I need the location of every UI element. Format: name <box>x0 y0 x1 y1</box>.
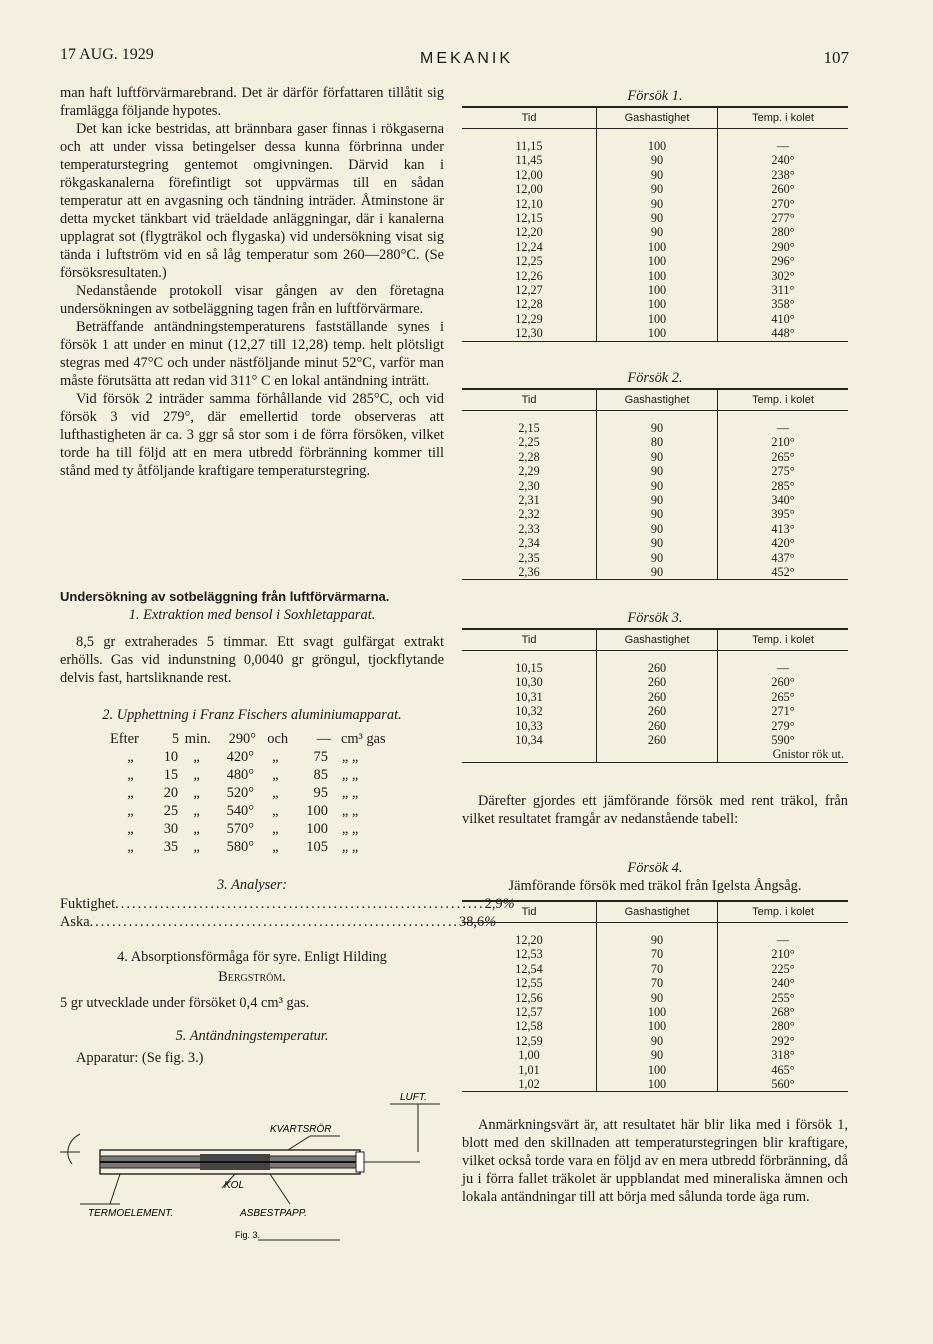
gas-speed-cell: 90 <box>597 197 718 211</box>
temperature-cell: 290° <box>718 240 849 254</box>
temperature-cell: 420° <box>718 536 849 550</box>
table-row <box>462 1034 848 1048</box>
table-row <box>462 690 848 704</box>
temperature-cell: — <box>718 651 849 676</box>
temperature-cell: 210° <box>718 947 849 961</box>
time-cell: 1,01 <box>518 1062 540 1077</box>
gas-speed-cell: 100 <box>597 283 718 297</box>
issue-date: 17 AUG. 1929 <box>60 46 154 63</box>
time-cell: 2,29 <box>518 464 540 479</box>
temperature-cell: Gnistor rök ut. <box>718 747 849 762</box>
table-row <box>462 1019 848 1033</box>
heating-row: Efter 5 min. 290° och — cm³ gas <box>110 731 386 747</box>
paragraph: man haft luftförvärmarebrand. Det är därför författaren tillåtit sig framlägga följande hypotes. <box>60 85 444 119</box>
heating-row: „ 15 „ 480° „ 85 „ „ <box>127 767 359 783</box>
gas-speed-cell: 90 <box>597 479 718 493</box>
time-cell: 2,25 <box>518 435 540 450</box>
table-row <box>462 551 848 565</box>
temperature-cell: 437° <box>718 551 849 565</box>
subsection-5-title: 5. Antändningstemperatur. <box>175 1028 329 1044</box>
heating-row: „ 20 „ 520° „ 95 „ „ <box>127 785 359 801</box>
gas-speed-cell: 100 <box>597 1077 718 1092</box>
gas-speed-cell: 100 <box>597 254 718 268</box>
gas-speed-cell: 90 <box>597 211 718 225</box>
subsection-4-author: Bergström. <box>218 969 286 985</box>
table-title: Försök 3. <box>627 610 683 626</box>
heating-row: „ 25 „ 540° „ 100 „ „ <box>127 803 359 819</box>
table-row <box>462 464 848 478</box>
time-cell: 12,27 <box>515 283 543 298</box>
time-cell: 11,15 <box>515 139 543 153</box>
analysis-row: Fuktighet .................................................................. 2,9 % <box>60 896 515 912</box>
gas-speed-cell <box>597 747 718 762</box>
gas-speed-cell: 90 <box>597 551 718 565</box>
table-subtitle: Jämförande försök med träkol från Igelsta Ångsåg. <box>508 878 802 894</box>
temperature-cell: 271° <box>718 704 849 718</box>
temperature-cell: 311° <box>718 283 849 297</box>
time-cell: 12,25 <box>515 254 543 269</box>
gas-speed-cell: 260 <box>597 651 718 676</box>
gas-speed-cell: 260 <box>597 675 718 689</box>
paragraph: Det kan icke bestridas, att brännbara gaser finnas i rökgaserna och att under vissa betingelser dessa kunna förbrinna under temperaturstegring gentemot omgivningen. Därvid kan i rökgaskanalerna förefintligt sot uppvärmas till en sådan temperatur att en avgasning och tändning inträder. Åtminstone är detta mycket tänkbart vid träeldade anläggningar, där i kanalerna upplagrat sot (flygträkol och flygaska) vid undersökning visat sig tända i luftström vid en så låg temperatur som 260—280°C. (Se försöksresultaten.) <box>60 121 444 281</box>
time-cell: 12,54 <box>515 961 543 976</box>
subsection-2-title: 2. Upphettning i Franz Fischers aluminiumapparat. <box>102 707 402 723</box>
gas-speed-cell: 90 <box>597 450 718 464</box>
table-row <box>462 704 848 718</box>
gas-speed-cell: 70 <box>597 976 718 990</box>
temperature-cell: — <box>718 411 849 436</box>
time-cell: 12,29 <box>515 311 543 326</box>
table-row <box>462 1077 848 1092</box>
table-row <box>462 312 848 326</box>
table-row <box>462 493 848 507</box>
closing-paragraph: Anmärkningsvärt är, att resultatet här blir lika med i försök 1, blott med den skillnaden att temperaturstegringen blir kraftigare, vilket också torde vara en följd av en mera utbredd förbränning, då ju i förra fallet träkolet är uppblandat med mineraliska ämnen och lokala antändningar till att börja med sålunda torde äga rum. <box>462 1117 848 1205</box>
table-row <box>462 297 848 311</box>
table-row <box>462 283 848 297</box>
gas-speed-cell: 90 <box>597 182 718 196</box>
time-cell: 2,28 <box>518 449 540 464</box>
heating-row: „ 30 „ 570° „ 100 „ „ <box>127 821 359 837</box>
page-number: 107 <box>823 48 849 67</box>
time-cell: 12,58 <box>515 1019 543 1034</box>
time-cell: 2,35 <box>518 550 540 565</box>
heating-row: „ 10 „ 420° „ 75 „ „ <box>127 749 359 765</box>
apparatus-drawing <box>60 1092 444 1252</box>
table-row <box>462 947 848 961</box>
temperature-cell: 265° <box>718 450 849 464</box>
subsection-4-title: 4. Absorptionsförmåga för syre. Enligt Hilding <box>117 949 387 965</box>
temperature-cell: 413° <box>718 522 849 536</box>
time-cell: 2,31 <box>518 493 540 508</box>
experiment-table: Tid Gashastighet Temp. i kolet 11,15 100 — 11,45 90 240° 12,00 90 238° 12,00 90 260° 12,10 90 270° 12,15 90 277° 12,20 90 280° 12,24 100 290° 12,25 100 296° 12,26 100 302° 12,27 100 311° 12,28 100 358° 12,29 100 410° 12,30 100 448° <box>462 106 848 342</box>
temperature-cell: 210° <box>718 435 849 449</box>
time-cell: 10,33 <box>515 718 543 733</box>
time-cell: 12,10 <box>515 196 543 211</box>
temperature-cell: 292° <box>718 1034 849 1048</box>
gas-speed-cell: 90 <box>597 923 718 948</box>
label-luft: LUFT. <box>400 1092 427 1103</box>
time-cell: 1,00 <box>518 1048 540 1063</box>
page-header <box>0 46 933 70</box>
time-cell: 12,59 <box>515 1033 543 1048</box>
figure-3 <box>60 1092 444 1252</box>
gas-speed-cell: 100 <box>597 1063 718 1077</box>
experiment-2 <box>462 370 848 580</box>
table-row <box>462 411 848 436</box>
paragraph: Nedanstående protokoll visar gången av den företagna undersökningen av sotbeläggning tagen från en luftförvärmare. <box>60 283 444 317</box>
table-row <box>462 211 848 225</box>
table-title: Försök 4. <box>627 860 683 876</box>
experiment-1 <box>462 88 848 342</box>
table-row <box>462 719 848 733</box>
gas-speed-cell: 90 <box>597 536 718 550</box>
gas-speed-cell: 90 <box>597 1048 718 1062</box>
table-row <box>462 565 848 580</box>
gas-speed-cell: 100 <box>597 312 718 326</box>
gas-speed-cell: 260 <box>597 704 718 718</box>
time-cell: 2,36 <box>518 565 540 580</box>
gas-speed-cell: 90 <box>597 507 718 521</box>
time-cell: 12,26 <box>515 268 543 283</box>
time-cell: 12,57 <box>515 1005 543 1020</box>
table-title: Försök 2. <box>627 370 683 386</box>
temperature-cell: 465° <box>718 1063 849 1077</box>
temperature-cell: 268° <box>718 1005 849 1019</box>
table-row <box>462 976 848 990</box>
time-cell: 2,32 <box>518 507 540 522</box>
experiment-table: Tid Gashastighet Temp. i kolet 2,15 90 — 2,25 80 210° 2,28 90 265° 2,29 90 275° 2,30 90 285° 2,31 90 340° 2,32 90 395° 2,33 90 413° 2,34 90 420° 2,35 90 437° 2,36 90 452° <box>462 388 848 580</box>
temperature-cell: 277° <box>718 211 849 225</box>
gas-speed-cell: 260 <box>597 690 718 704</box>
temperature-cell: 296° <box>718 254 849 268</box>
table-row <box>462 269 848 283</box>
table-row <box>462 522 848 536</box>
time-cell: 10,15 <box>515 661 543 675</box>
time-cell: 2,34 <box>518 536 540 551</box>
time-cell: 10,32 <box>515 704 543 719</box>
time-cell: 12,00 <box>515 182 543 197</box>
table-row <box>462 962 848 976</box>
analysis-list <box>60 895 515 931</box>
analysis-row: Aska .................................................................. 38,6 % <box>60 914 497 930</box>
table-row <box>462 435 848 449</box>
temperature-cell: 260° <box>718 675 849 689</box>
table-row <box>462 1048 848 1062</box>
temperature-cell: 225° <box>718 962 849 976</box>
table-row <box>462 1005 848 1019</box>
time-cell: 2,30 <box>518 478 540 493</box>
gas-speed-cell: 90 <box>597 522 718 536</box>
time-cell: 12,30 <box>515 326 543 341</box>
paragraph: Vid försök 2 inträder samma förhållande vid 285°C, och vid försök 3 vid 279°, där emellertid torde observeras att lufthastigheten är ca. 3 ggr så stor som i de förra försöken, vilket torde ha till följd att en mera utbredd förbränning kommer till stånd med ty åtföljande kraftigare temperaturstegring. <box>60 391 444 479</box>
temperature-cell: 275° <box>718 464 849 478</box>
experiment-4 <box>462 860 848 1092</box>
experiment-table: Tid Gashastighet Temp. i kolet 12,20 90 — 12,53 70 210° 12,54 70 225° 12,55 70 240° 12,56 90 255° 12,57 100 268° 12,58 100 280° 12,59 90 292° 1,00 90 318° 1,01 100 465° 1,02 100 560° <box>462 900 848 1092</box>
table-row <box>462 651 848 676</box>
table-row <box>462 507 848 521</box>
table-row <box>462 168 848 182</box>
gas-speed-cell: 90 <box>597 565 718 580</box>
table-row <box>462 240 848 254</box>
time-cell: 2,33 <box>518 521 540 536</box>
temperature-cell: — <box>718 129 849 154</box>
heating-row: „ 35 „ 580° „ 105 „ „ <box>127 839 359 855</box>
time-cell: 2,15 <box>518 421 540 435</box>
table-row <box>462 1063 848 1077</box>
table-row <box>462 991 848 1005</box>
table-row <box>462 326 848 341</box>
temperature-cell: 238° <box>718 168 849 182</box>
section-heading: Undersökning av sotbeläggning från luftförvärmarna. <box>60 589 390 604</box>
gas-speed-cell: 90 <box>597 991 718 1005</box>
temperature-cell: 255° <box>718 991 849 1005</box>
label-termoelement: TERMOELEMENT. <box>88 1208 174 1219</box>
gas-speed-cell: 100 <box>597 297 718 311</box>
gas-speed-cell: 260 <box>597 719 718 733</box>
temperature-cell: 240° <box>718 153 849 167</box>
time-cell: 12,20 <box>515 225 543 240</box>
temperature-cell: 280° <box>718 225 849 239</box>
gas-speed-cell: 90 <box>597 153 718 167</box>
time-cell: 12,15 <box>515 211 543 226</box>
temperature-cell: 265° <box>718 690 849 704</box>
heating-table <box>110 731 410 857</box>
gas-speed-cell: 100 <box>597 240 718 254</box>
temperature-cell: 270° <box>718 197 849 211</box>
table-row <box>462 733 848 747</box>
gas-speed-cell: 70 <box>597 962 718 976</box>
table-row <box>462 479 848 493</box>
time-cell: 10,34 <box>515 733 543 748</box>
temperature-cell: 452° <box>718 565 849 580</box>
time-cell: 12,20 <box>515 933 543 947</box>
table-row <box>462 254 848 268</box>
gas-speed-cell: 100 <box>597 1019 718 1033</box>
time-cell: 12,00 <box>515 167 543 182</box>
temperature-cell: 260° <box>718 182 849 196</box>
temperature-cell: 340° <box>718 493 849 507</box>
subsection-3-title: 3. Analyser: <box>216 877 288 893</box>
temperature-cell: 285° <box>718 479 849 493</box>
temperature-cell: 318° <box>718 1048 849 1062</box>
table-row <box>462 225 848 239</box>
figure-caption: Fig. 3. <box>235 1230 261 1240</box>
table-row <box>462 153 848 167</box>
subsection-5-text: Apparatur: (Se fig. 3.) <box>76 1050 204 1066</box>
temperature-cell: 240° <box>718 976 849 990</box>
temperature-cell: 560° <box>718 1077 849 1092</box>
table-row <box>462 747 848 762</box>
temperature-cell: — <box>718 923 849 948</box>
table-row <box>462 129 848 154</box>
gas-speed-cell: 90 <box>597 168 718 182</box>
gas-speed-cell: 260 <box>597 733 718 747</box>
subsection-4-text: 5 gr utvecklade under försöket 0,4 cm³ gas. <box>60 995 310 1011</box>
gas-speed-cell: 100 <box>597 129 718 154</box>
table-row <box>462 536 848 550</box>
temperature-cell: 448° <box>718 326 849 341</box>
time-cell: 10,30 <box>515 675 543 690</box>
table-row <box>462 675 848 689</box>
time-cell: 10,31 <box>515 689 543 704</box>
label-kol: KOL <box>224 1180 245 1191</box>
table-row <box>462 197 848 211</box>
journal-title: MEKANIK <box>419 50 513 67</box>
time-cell: 12,55 <box>515 976 543 991</box>
time-cell: 12,28 <box>515 297 543 312</box>
subsection-1-title: 1. Extraktion med bensol i Soxhletapparat. <box>128 607 376 623</box>
temperature-cell: 358° <box>718 297 849 311</box>
temperature-cell: 410° <box>718 312 849 326</box>
temperature-cell: 279° <box>718 719 849 733</box>
table-row <box>462 450 848 464</box>
gas-speed-cell: 90 <box>597 411 718 436</box>
temperature-cell: 280° <box>718 1019 849 1033</box>
left-column-text <box>60 84 444 480</box>
experiment-table: Tid Gashastighet Temp. i kolet 10,15 260 — 10,30 260 260° 10,31 260 265° 10,32 260 271° 10,33 260 279° 10,34 260 590° Gnistor rök ut. <box>462 628 848 763</box>
gas-speed-cell: 100 <box>597 1005 718 1019</box>
gas-speed-cell: 90 <box>597 464 718 478</box>
time-cell: 12,56 <box>515 990 543 1005</box>
label-kvartsror: KVARTSRÖR <box>270 1124 332 1135</box>
time-cell <box>462 747 597 762</box>
table-row <box>462 923 848 948</box>
time-cell: 12,53 <box>515 947 543 962</box>
gas-speed-cell: 70 <box>597 947 718 961</box>
gas-speed-cell: 80 <box>597 435 718 449</box>
table-title: Försök 1. <box>627 88 683 104</box>
comparison-intro: Därefter gjordes ett jämförande försök med rent träkol, från vilket resultatet framgår av nedanstående tabell: <box>462 793 848 827</box>
gas-speed-cell: 100 <box>597 269 718 283</box>
time-cell: 1,02 <box>518 1077 540 1092</box>
experiment-3 <box>462 610 848 763</box>
temperature-cell: 302° <box>718 269 849 283</box>
temperature-cell: 590° <box>718 733 849 747</box>
paragraph: Beträffande antändningstemperaturens fastställande synes i försök 1 att under en minut (12,27 till 12,28) temp. helt plötsligt stegras med 47°C och under nästföljande minut 52°C, varför man måste förutsätta att redan vid 311° C en lokal antändning inträtt. <box>60 319 444 389</box>
gas-speed-cell: 90 <box>597 1034 718 1048</box>
table-row <box>462 182 848 196</box>
temperature-cell: 395° <box>718 507 849 521</box>
gas-speed-cell: 90 <box>597 225 718 239</box>
time-cell: 11,45 <box>515 153 543 168</box>
subsection-1-text: 8,5 gr extraherades 5 timmar. Ett svagt gulfärgat extrakt erhölls. Gas vid indunstning 0,0040 gr gröngul, tjockflytande delvis fast, hartsliknande rest. <box>60 634 444 686</box>
gas-speed-cell: 90 <box>597 493 718 507</box>
time-cell: 12,24 <box>515 239 543 254</box>
label-asbestpapp: ASBESTPAPP. <box>240 1208 307 1219</box>
gas-speed-cell: 100 <box>597 326 718 341</box>
